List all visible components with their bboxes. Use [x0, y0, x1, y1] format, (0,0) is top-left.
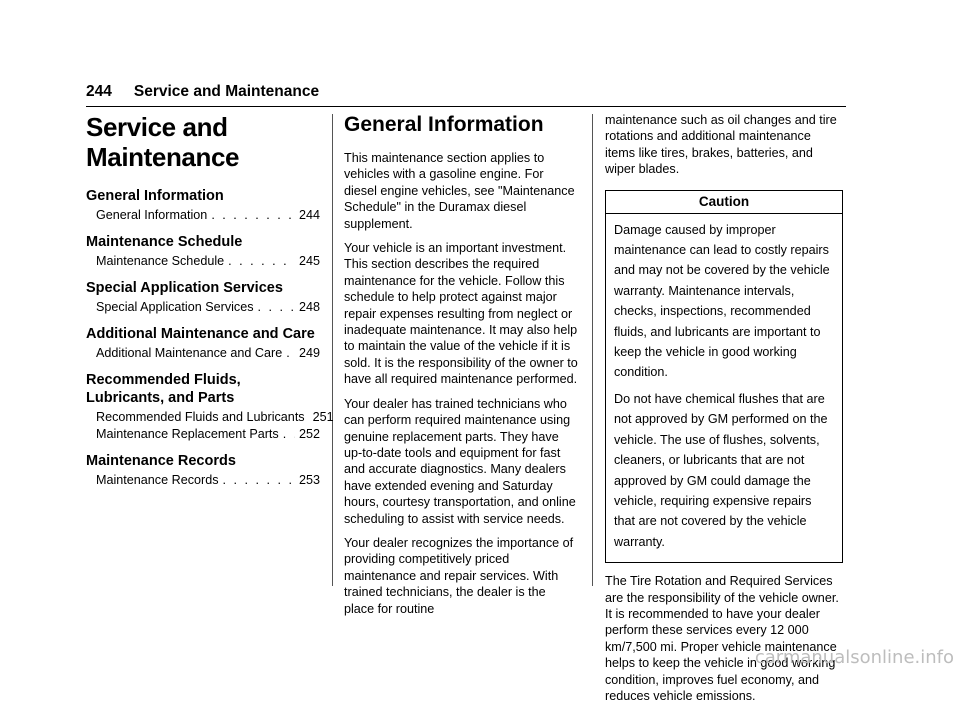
toc-entry-page: 245 [298, 254, 320, 268]
header-rule [86, 106, 846, 107]
caution-body [606, 214, 842, 563]
caution-box [605, 190, 843, 564]
body-paragraph: maintenance such as oil changes and tire rotations and additional maintenance items like tires, brakes, batteries, and wiper blades. [605, 113, 837, 177]
toc-entry-label: Special Application Services [96, 300, 254, 314]
toc-dot-leader [223, 472, 295, 489]
toc-dot-leader [258, 299, 295, 316]
caution-paragraph: Do not have chemical flushes that are not approved by GM performed on the vehicle. The use of flushes, solvents, cleaners, or lubricants that are not approved by GM could damage the vehicle, requiring expensive repairs that are not covered by the vehicle warranty. [614, 391, 828, 549]
toc-column [86, 112, 334, 498]
toc-section [86, 452, 320, 489]
body-paragraph: This maintenance section applies to vehicles with a gasoline engine. For diesel engine vehicles, see "Maintenance Schedule" in the Duramax diesel supplement. [344, 151, 575, 231]
column-divider-1 [332, 114, 333, 586]
general-info-column [344, 112, 579, 625]
continuation-column [605, 112, 843, 712]
toc-entry[interactable] [86, 299, 320, 316]
page-header [86, 83, 846, 101]
toc-entry-label: Maintenance Schedule [96, 254, 225, 268]
toc-entry-page: 252 [298, 427, 320, 441]
body-paragraph: The Tire Rotation and Required Services are the responsibility of the vehicle owner. It is recommended to have your dealer perform these services every 12 000 km/7,500 mi. Proper vehicle maintenance helps to keep the vehicle in good working condition, improves fuel economy, and reduces vehicle emissions. [605, 574, 839, 703]
body-paragraph: Your dealer has trained technicians who can perform required maintenance using genuine replacement parts. They have up-to-date tools and equipment for fast and accurate diagnostics. Many dealers have extended evening and Saturday hours, courtesy transportation, and online scheduling to assist with service needs. [344, 396, 576, 526]
toc-entry-page: 248 [298, 300, 320, 314]
toc-entry[interactable] [86, 409, 334, 426]
toc-heading[interactable]: Additional Maintenance and Care [86, 326, 315, 342]
chapter-title: Service and Maintenance [86, 112, 240, 172]
toc-entry-label: Maintenance Replacement Parts [96, 427, 279, 441]
toc-section [86, 371, 334, 443]
toc-entry[interactable] [86, 472, 320, 489]
toc-entry-page: 249 [298, 346, 320, 360]
toc-heading[interactable]: General Information [86, 188, 224, 204]
toc-section [86, 187, 320, 224]
toc-heading[interactable]: Maintenance Schedule [86, 234, 243, 250]
running-title: Service and Maintenance [133, 83, 320, 100]
toc-section [86, 325, 320, 362]
toc-entry-label: Recommended Fluids and Lubricants [96, 410, 305, 424]
caution-title: Caution [606, 191, 842, 214]
watermark: carmanualsonline.info [754, 647, 954, 668]
toc-dot-leader [286, 345, 295, 362]
toc-entry[interactable] [86, 345, 320, 362]
toc-entry-label: Additional Maintenance and Care [96, 346, 283, 360]
toc-dot-leader [228, 253, 295, 270]
toc-section [86, 233, 320, 270]
toc-entry[interactable] [86, 207, 320, 224]
toc-entry[interactable] [86, 426, 320, 443]
column-divider-2 [592, 114, 593, 586]
toc-entry-page: 253 [298, 473, 320, 487]
toc-entry-page: 244 [298, 208, 320, 222]
toc-entry-page: 251 [312, 410, 334, 424]
toc-entry-label: General Information [96, 208, 208, 222]
toc-dot-leader [211, 207, 295, 224]
toc-heading[interactable]: Maintenance Records [86, 453, 236, 469]
body-paragraph: Your dealer recognizes the importance of providing competitively priced maintenance and repair services. With trained technicians, the dealer is the place for routine [344, 535, 574, 616]
page-number: 244 [86, 83, 112, 100]
section-title: General Information [344, 113, 544, 136]
toc-dot-leader [283, 426, 295, 443]
toc-heading[interactable]: Recommended Fluids, Lubricants, and Parts [86, 372, 241, 406]
toc-heading[interactable]: Special Application Services [86, 280, 283, 296]
toc-entry-label: Maintenance Records [96, 473, 219, 487]
toc-section [86, 279, 320, 316]
body-paragraph: Your vehicle is an important investment. This section describes the required maintenance for the vehicle. Follow this schedule to help protect against major repair expenses resulting from neglect or inadequate maintenance. It may also help to maintain the value of the vehicle if it is sold. It is the responsibility of the owner to have all required maintenance performed. [344, 241, 578, 387]
toc-entry[interactable] [86, 253, 320, 270]
caution-paragraph: Damage caused by improper maintenance can lead to costly repairs and may not be covered by the vehicle warranty. Maintenance intervals, checks, inspections, recommended fluids, and lubricants are important to keep the vehicle in good working condition. [614, 222, 830, 380]
